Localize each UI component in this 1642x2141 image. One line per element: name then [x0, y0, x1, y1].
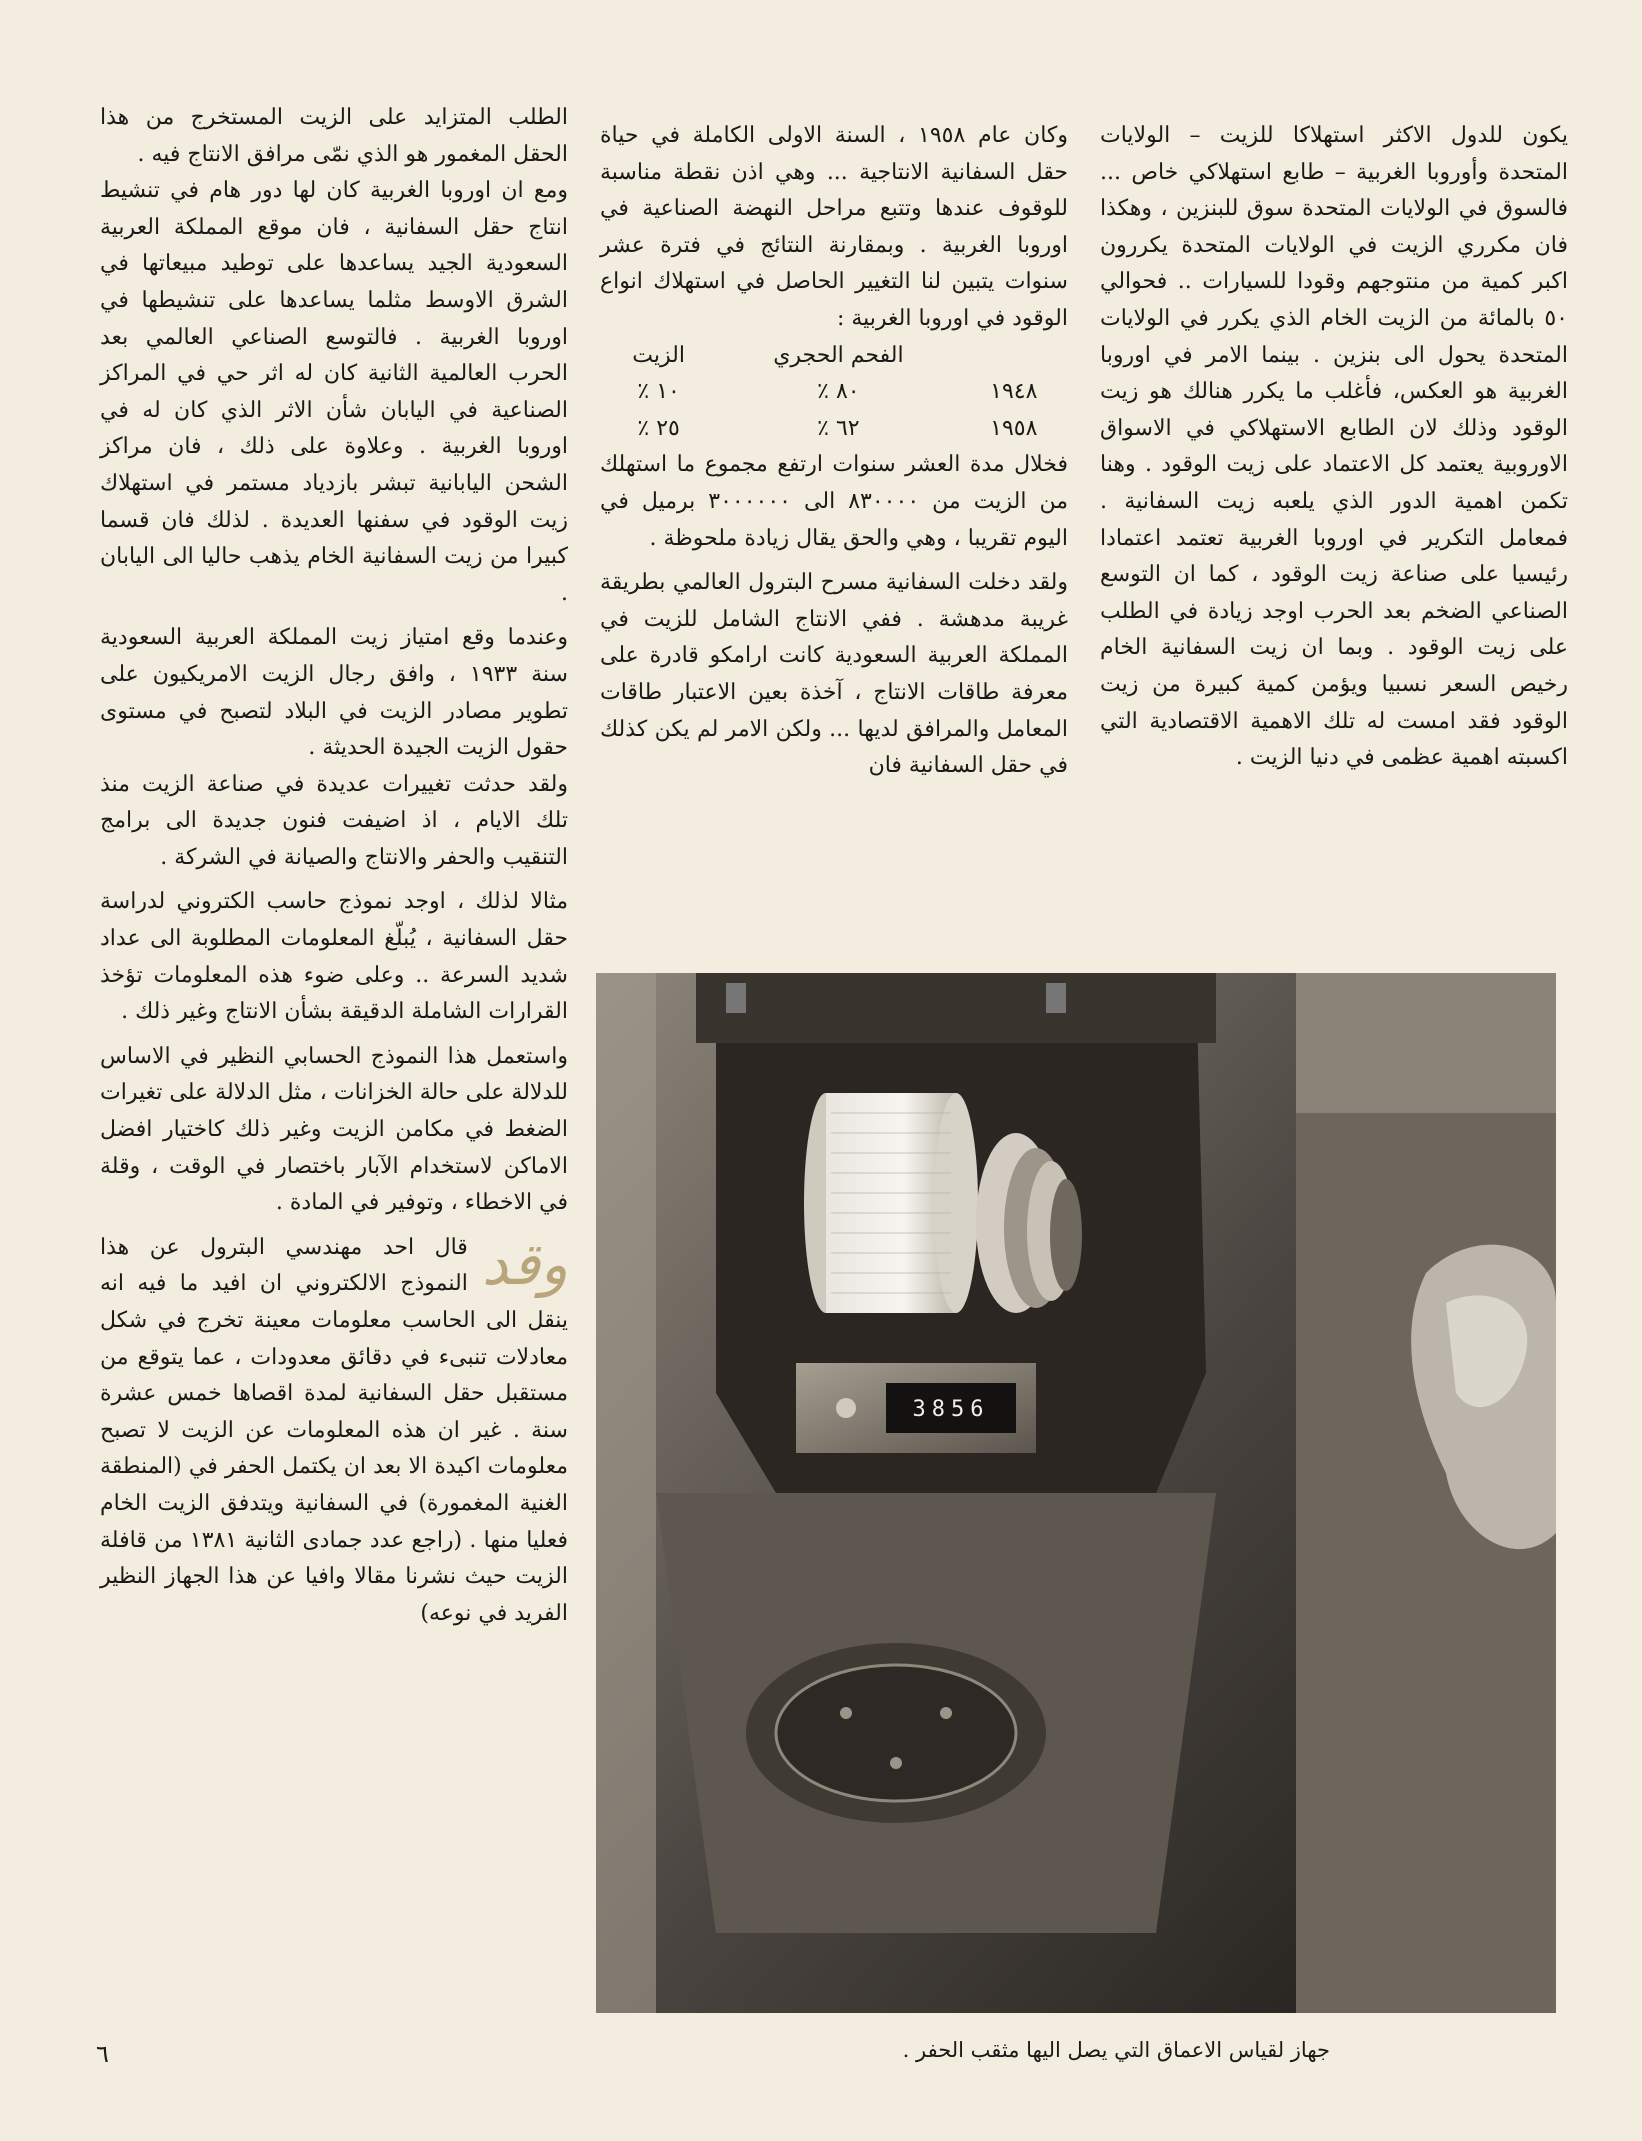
paragraph: وعندما وقع امتياز زيت المملكة العربية السعودية سنة ١٩٣٣ ، وافق رجال الزيت الامريكيون على تطوير مصادر الزيت في البلاد لتصبح في مستوى حقول الزيت الجيدة الحديثة . [100, 625, 568, 761]
table-cell: ١٩٥٨ [990, 415, 1038, 441]
paragraph: وكان عام ١٩٥٨ ، السنة الاولى الكاملة في حياة حقل السفانية الانتاجية ... وهي اذن نقطة مناسبة للوقوف عندها وتتبع مراحل النهضة الصناعية في اوروبا الغربية . وبمقارنة النتائج في فترة عشر سنوات يتبين لنا التغيير الحاصل في استهلاك انواع الوقود في اوروبا الغربية : [600, 123, 1068, 331]
paragraph: ولقد حدثت تغييرات عديدة في صناعة الزيت منذ تلك الايام ، اذ اضيفت فنون جديدة الى برامج التنقيب والحفر والانتاج والصيانة في الشركة . [100, 771, 568, 870]
table-row [600, 411, 1068, 448]
table-header-cell: الفحم الحجري [773, 342, 904, 368]
paragraph-text: قال احد مهندسي البترول عن هذا النموذج الالكتروني ان افيد ما فيه انه ينقل الى الحاسب معلومات معينة تخرج في شكل معادلات تنبىء في دقائق معدودات ، عما يتوقع من مستقبل حقل السفانية لمدة اقصاها خمس عشرة سنة . غير ان هذه المعلومات عن الزيت لا تصبح معلومات اكيدة الا بعد ان يكتمل الحفر في (المنطقة الغنية المغمورة) في السفانية ويتدفق الزيت الخام فعليا منها . (راجع عدد جمادى الثانية ١٣٨١ من قافلة الزيت حيث نشرنا مقالا وافيا عن هذا الجهاز النظير الفريد في نوعه) [100, 1234, 568, 1626]
photo-caption: جهاز لقياس الاعماق التي يصل اليها مثقب الحفر . [902, 2038, 1330, 2062]
table-cell: ١٩٤٨ [990, 379, 1038, 405]
paragraph: ومع ان اوروبا الغربية كان لها دور هام في تنشيط انتاج حقل السفانية ، فان موقع المملكة العربية السعودية الجيد يساعدها على توطيد مبيعاتها في الشرق الاوسط مثلما يساعدها على تنشيطها في اوروبا الغربية . فالتوسع الصناعي العالمي بعد الحرب العالمية الثانية كان له اثر حي في المراكز الصناعية في اليابان شأن الاثر الذي كان له في اوروبا الغربية . وعلاوة على ذلك ، فان مراكز الشحن اليابانية تبشر بازدياد مستمر في استهلاك زيت الوقود في سفنها العديدة . لذلك فان قسما كبيرا من زيت السفانية الخام يذهب حاليا الى اليابان . [100, 178, 568, 606]
column-middle [600, 118, 1068, 785]
paragraph: يكون للدول الاكثر استهلاكا للزيت – الولايات المتحدة وأوروبا الغربية – طابع استهلاكي خاص ... فالسوق في الولايات المتحدة سوق للبنزين ، وهكذا فان مكرري الزيت في الولايات المتحدة يكررون اكبر كمية من منتوجهم وقودا للسيارات .. فحوالي ٥٠ بالمائة من الزيت الخام الذي يكرر في الولايات المتحدة يحول الى بنزين . بينما الامر في اوروبا الغربية هو العكس، فأغلب ما يكرر هنالك هو زيت الوقود وذلك لان الطابع الاستهلاكي في الاسواق الاوروبية يعتمد كل الاعتماد على زيت الوقود . وهنا تكمن اهمية الدور الذي يلعبه زيت السفانية . فمعامل التكرير في اوروبا الغربية تعتمد اعتمادا رئيسيا على صناعة زيت الوقود ، كما ان التوسع الصناعي الضخم بعد الحرب اوجد زيادة في الطلب على زيت الوقود . وبما ان زيت السفانية الخام رخيص السعر نسبيا ويؤمن كمية كبيرة من زيت الوقود فقد امست له تلك الاهمية الاقتصادية التي اكسبته اهمية عظمى في دنيا الزيت . [1100, 123, 1568, 771]
paragraph: ولقد دخلت السفانية مسرح البترول العالمي بطريقة غريبة مدهشة . ففي الانتاج الشامل للزيت في المملكة العربية السعودية كانت ارامكو قادرة على معرفة طاقات الانتاج ، آخذة بعين الاعتبار طاقات المعامل والمرافق لديها ... ولكن الامر لم يكن كذلك في حقل السفانية فان [600, 570, 1068, 779]
column-right [1100, 118, 1568, 777]
table-header-row [600, 338, 1068, 375]
table-header-cell: الزيت [632, 342, 685, 368]
dropcap: وقد [481, 1229, 568, 1298]
table-cell: ٨٠ ٪ [817, 379, 860, 405]
table-header-cell [960, 338, 1068, 375]
table-cell: ١٠ ٪ [637, 379, 680, 405]
photo-illustration [596, 973, 1556, 2013]
fuel-consumption-table [600, 338, 1068, 448]
table-row [600, 374, 1068, 411]
paragraph-with-dropcap [100, 1230, 568, 1633]
photo-depth-gauge [596, 973, 1556, 2013]
counter-readout: 3856 [912, 1397, 990, 1422]
paragraph: واستعمل هذا النموذج الحسابي النظير في الاساس للدلالة على حالة الخزانات ، مثل الدلالة على تغيرات الضغط في مكامن الزيت وغير ذلك كاختيار افضل الاماكن لاستخدام الآبار باختصار في الوقت ، وقلة في الاخطاء ، وتوفير في المادة . [100, 1043, 568, 1216]
column-left [100, 100, 568, 1632]
table-cell: ٢٥ ٪ [637, 415, 680, 441]
paragraph: الطلب المتزايد على الزيت المستخرج من هذا الحقل المغمور هو الذي نمّى مرافق الانتاج فيه . [100, 105, 568, 167]
table-cell: ٦٢ ٪ [817, 415, 860, 441]
page-number: ٦ [96, 2040, 109, 2068]
paragraph: مثالا لذلك ، اوجد نموذج حاسب الكتروني لدراسة حقل السفانية ، يُبلّغ المعلومات المطلوبة الى عداد شديد السرعة .. وعلى ضوء هذه المعلومات تؤخذ القرارات الشاملة الدقيقة بشأن الانتاج وغير ذلك . [100, 889, 568, 1025]
paragraph: فخلال مدة العشر سنوات ارتفع مجموع ما استهلك من الزيت من ٨٣٠٠٠٠ الى ٣٠٠٠٠٠٠ برميل في اليوم تقريبا ، وهي والحق يقال زيادة ملحوظة . [600, 452, 1068, 551]
